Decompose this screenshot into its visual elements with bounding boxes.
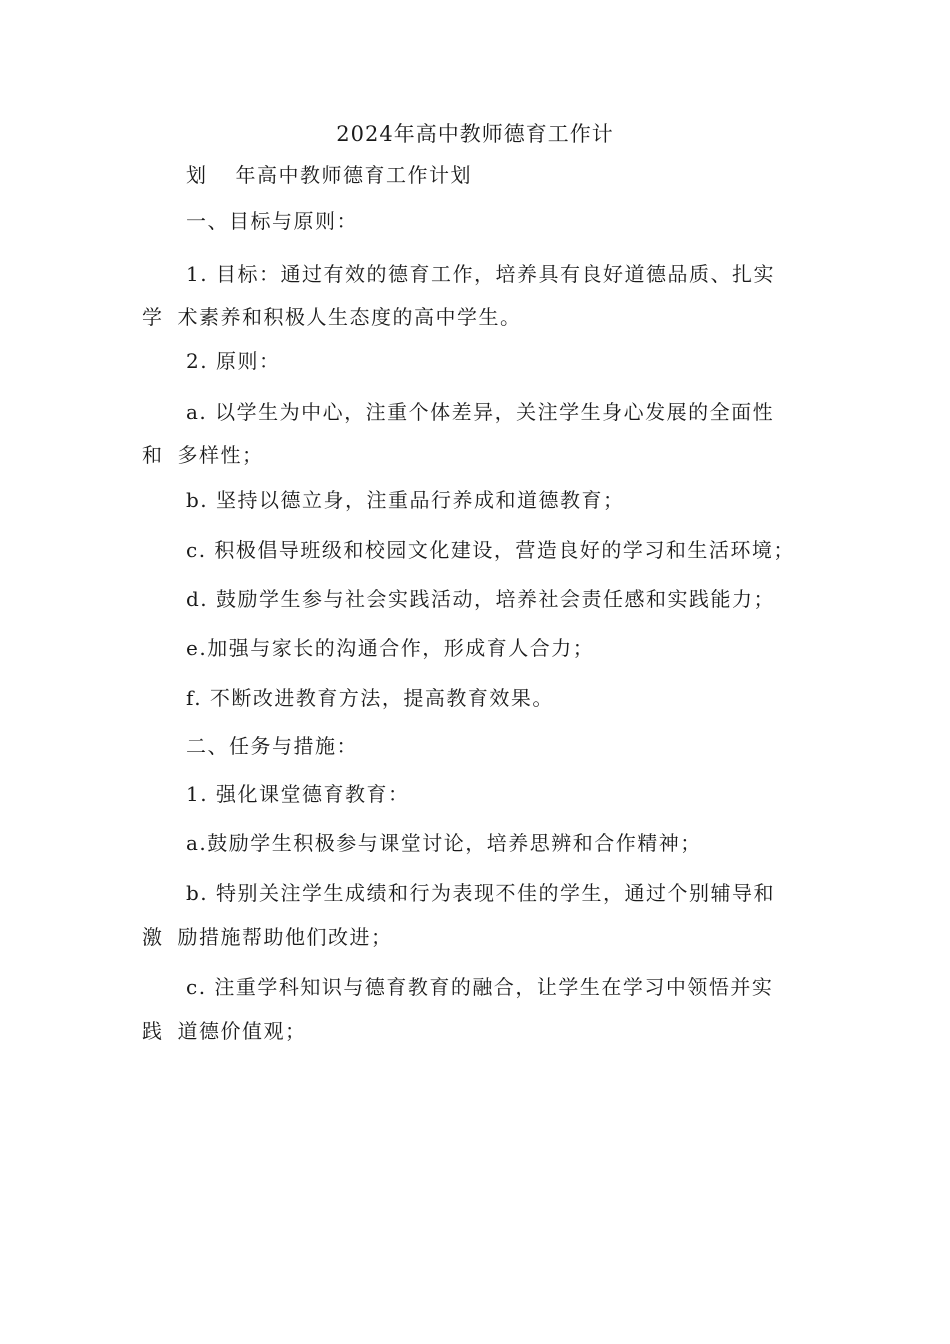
- subtitle-fragment: 划: [186, 163, 208, 187]
- principle-c: c. 积极倡导班级和校园文化建设，营造良好的学习和生活环境；: [186, 538, 795, 562]
- section-heading-tasks: 二、任务与措施：: [186, 734, 358, 758]
- principle-a-line2: [142, 440, 264, 470]
- goal-paragraph-line1: 1. 目标：通过有效的德育工作，培养具有良好道德品质、扎实: [186, 262, 775, 286]
- task-c-line2-text: 道德价值观；: [177, 1019, 307, 1043]
- principle-a-line2-lead: 和: [142, 443, 164, 467]
- task-c-line2-lead: 践: [142, 1019, 164, 1043]
- principle-d: d. 鼓励学生参与社会实践活动，培养社会责任感和实践能力；: [186, 587, 776, 611]
- task-c-line1: c. 注重学科知识与德育教育的融合，让学生在学习中领悟并实: [186, 975, 774, 999]
- task-a: a.鼓励学生积极参与课堂讨论，培养思辨和合作精神；: [186, 831, 702, 855]
- task-b-line1: b. 特别关注学生成绩和行为表现不佳的学生，通过个别辅导和: [186, 881, 776, 905]
- task-b-line2: [142, 922, 393, 952]
- subtitle-text: 年高中教师德育工作计划: [235, 163, 472, 187]
- goal-paragraph-line2: [142, 302, 522, 332]
- task-b-line2-text: 励措施帮助他们改进；: [177, 925, 393, 949]
- principle-b: b. 坚持以德立身，注重品行养成和道德教育；: [186, 488, 625, 512]
- section-heading-goals: 一、目标与原则：: [186, 209, 358, 233]
- task-c-line2: [142, 1016, 307, 1046]
- principle-a-line2-text: 多样性；: [177, 443, 264, 467]
- principle-f: f. 不断改进教育方法，提高教育效果。: [186, 686, 554, 710]
- goal-line2-text: 术素养和积极人生态度的高中学生。: [177, 305, 522, 329]
- task1-heading: 1. 强化课堂德育教育：: [186, 782, 410, 806]
- principle-a-line1: a. 以学生为中心，注重个体差异，关注学生身心发展的全面性: [186, 400, 775, 424]
- task-b-line2-lead: 激: [142, 925, 164, 949]
- goal-line2-lead: 学: [142, 305, 164, 329]
- principle-e: e.加强与家长的沟通合作，形成育人合力；: [186, 636, 595, 660]
- subtitle-line: [186, 160, 472, 190]
- document-title: 2024年高中教师德育工作计: [336, 122, 614, 146]
- principle-heading: 2. 原则：: [186, 349, 281, 373]
